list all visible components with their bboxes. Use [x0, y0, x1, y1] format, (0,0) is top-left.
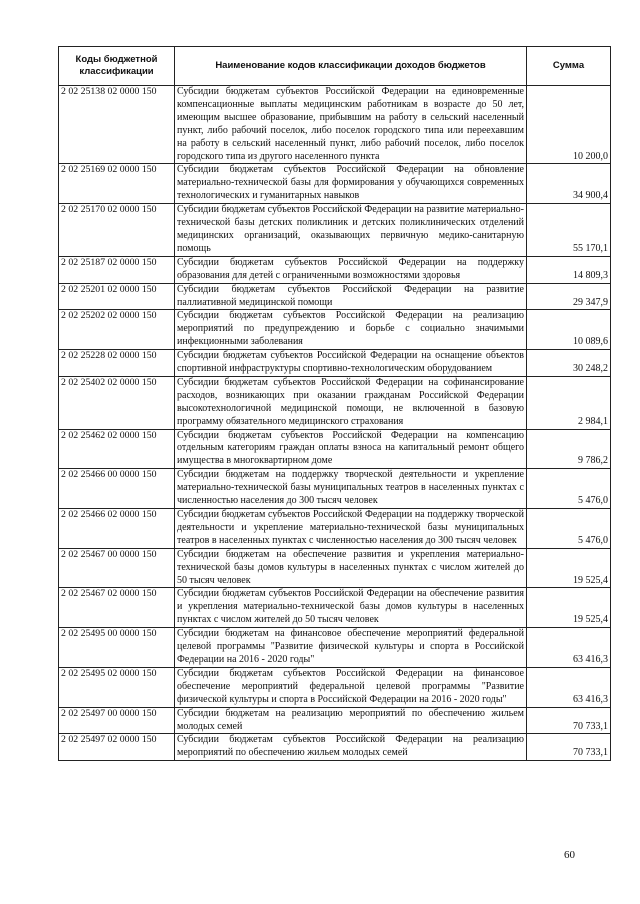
code-cell: 2 02 25466 02 0000 150: [59, 509, 175, 549]
name-cell: Субсидии бюджетам субъектов Российской Федерации на единовременные компенсационные выплаты медицинским работникам в возрасте до 50 лет, имеющим высшее образование, прибывшим на работу в сельский населенный пункт, либо рабочий поселок, либо поселок городского типа или переехавшим на работу в сельский населенный пункт, либо рабочий поселок, либо поселок городского типа из другого населенного пункта: [175, 86, 527, 164]
name-cell: Субсидии бюджетам субъектов Российской Федерации на реализацию мероприятий по предупреждению и борьбе с социально значимыми инфекционными заболевания: [175, 310, 527, 350]
code-cell: 2 02 25495 02 0000 150: [59, 667, 175, 707]
code-cell: 2 02 25466 00 0000 150: [59, 469, 175, 509]
sum-cell: 70 733,1: [527, 707, 611, 734]
code-cell: 2 02 25138 02 0000 150: [59, 86, 175, 164]
table-row: [59, 164, 611, 204]
sum-cell: 34 900,4: [527, 164, 611, 204]
code-cell: 2 02 25187 02 0000 150: [59, 256, 175, 283]
code-cell: 2 02 25170 02 0000 150: [59, 204, 175, 257]
name-cell: Субсидии бюджетам на финансовое обеспечение мероприятий федеральной целевой программы "Развитие физической культуры и спорта в Российской Федерации на 2016 - 2020 годы": [175, 628, 527, 668]
name-cell: Субсидии бюджетам субъектов Российской Федерации на компенсацию отдельным категориям граждан оплаты взноса на капитальный ремонт общего имущества в многоквартирном доме: [175, 429, 527, 469]
sum-cell: 19 525,4: [527, 588, 611, 628]
name-cell: Субсидии бюджетам субъектов Российской Федерации на реализацию мероприятий по обеспечению жильем молодых семей: [175, 734, 527, 761]
sum-cell: 9 786,2: [527, 429, 611, 469]
table-row: [59, 283, 611, 310]
table-row: [59, 204, 611, 257]
sum-cell: 70 733,1: [527, 734, 611, 761]
name-cell: Субсидии бюджетам субъектов Российской Федерации на финансовое обеспечение мероприятий федеральной целевой программы "Развитие физической культуры и спорта в Российской Федерации на 2016 - 2020 годы": [175, 667, 527, 707]
table-row: [59, 734, 611, 761]
page-number: 60: [564, 849, 575, 861]
sum-cell: 5 476,0: [527, 509, 611, 549]
sum-cell: 19 525,4: [527, 548, 611, 588]
name-cell: Субсидии бюджетам на поддержку творческой деятельности и укрепление материально-технической базы муниципальных театров в населенных пунктах с численностью населения до 300 тысяч человек: [175, 469, 527, 509]
name-cell: Субсидии бюджетам субъектов Российской Федерации на обеспечение развития и укрепления материально-технической базы домов культуры в населенных пунктах с числом жителей до 50 тысяч человек: [175, 588, 527, 628]
sum-cell: 30 248,2: [527, 350, 611, 377]
name-cell: Субсидии бюджетам на обеспечение развития и укрепления материально-технической базы домов культуры в населенных пунктах с числом жителей до 50 тысяч человек: [175, 548, 527, 588]
table-row: [59, 509, 611, 549]
table-header-row: [59, 47, 611, 86]
sum-cell: 5 476,0: [527, 469, 611, 509]
table-row: [59, 86, 611, 164]
code-cell: 2 02 25169 02 0000 150: [59, 164, 175, 204]
code-cell: 2 02 25462 02 0000 150: [59, 429, 175, 469]
sum-cell: 10 089,6: [527, 310, 611, 350]
name-cell: Субсидии бюджетам субъектов Российской Федерации на оснащение объектов спортивной инфраструктуры спортивно-технологическим оборудованием: [175, 350, 527, 377]
sum-cell: 14 809,3: [527, 256, 611, 283]
code-cell: 2 02 25497 00 0000 150: [59, 707, 175, 734]
code-cell: 2 02 25497 02 0000 150: [59, 734, 175, 761]
name-cell: Субсидии бюджетам субъектов Российской Федерации на поддержку творческой деятельности и укрепление материально-технической базы муниципальных театров в населенных пунктах с численностью населения до 300 тысяч человек: [175, 509, 527, 549]
budget-revenue-table: [58, 46, 611, 761]
sum-cell: 29 347,9: [527, 283, 611, 310]
name-cell: Субсидии бюджетам субъектов Российской Федерации на софинансирование расходов, возникающих при оказании гражданам Российской Федерации высокотехнологичной медицинской помощи, не включенной в базовую программу обязательного медицинского страхования: [175, 376, 527, 429]
code-cell: 2 02 25402 02 0000 150: [59, 376, 175, 429]
table-row: [59, 429, 611, 469]
budget-revenue-table-page: [58, 46, 610, 761]
sum-cell: 63 416,3: [527, 667, 611, 707]
code-cell: 2 02 25495 00 0000 150: [59, 628, 175, 668]
code-cell: 2 02 25467 00 0000 150: [59, 548, 175, 588]
table-row: [59, 588, 611, 628]
name-cell: Субсидии бюджетам субъектов Российской Федерации на развитие паллиативной медицинской помощи: [175, 283, 527, 310]
name-cell: Субсидии бюджетам субъектов Российской Федерации на поддержку образования для детей с ограниченными возможностями здоровья: [175, 256, 527, 283]
table-row: [59, 310, 611, 350]
sum-cell: 2 984,1: [527, 376, 611, 429]
code-cell: 2 02 25228 02 0000 150: [59, 350, 175, 377]
table-row: [59, 548, 611, 588]
table-body: [59, 86, 611, 761]
code-cell: 2 02 25202 02 0000 150: [59, 310, 175, 350]
table-row: [59, 256, 611, 283]
sum-cell: 63 416,3: [527, 628, 611, 668]
name-cell: Субсидии бюджетам субъектов Российской Федерации на обновление материально-технической базы для формирования у обучающихся современных технологических и гуманитарных навыков: [175, 164, 527, 204]
header-sum: Сумма: [527, 47, 611, 86]
table-row: [59, 628, 611, 668]
table-row: [59, 376, 611, 429]
sum-cell: 10 200,0: [527, 86, 611, 164]
header-name: Наименование кодов классификации доходов бюджетов: [175, 47, 527, 86]
table-row: [59, 350, 611, 377]
sum-cell: 55 170,1: [527, 204, 611, 257]
header-code: Коды бюджетной классификации: [59, 47, 175, 86]
name-cell: Субсидии бюджетам субъектов Российской Федерации на развитие материально-технической базы детских поликлиник и детских поликлинических отделений медицинских организаций, оказывающих первичную медико-санитарную помощь: [175, 204, 527, 257]
table-row: [59, 707, 611, 734]
code-cell: 2 02 25467 02 0000 150: [59, 588, 175, 628]
name-cell: Субсидии бюджетам на реализацию мероприятий по обеспечению жильем молодых семей: [175, 707, 527, 734]
table-row: [59, 667, 611, 707]
table-row: [59, 469, 611, 509]
code-cell: 2 02 25201 02 0000 150: [59, 283, 175, 310]
